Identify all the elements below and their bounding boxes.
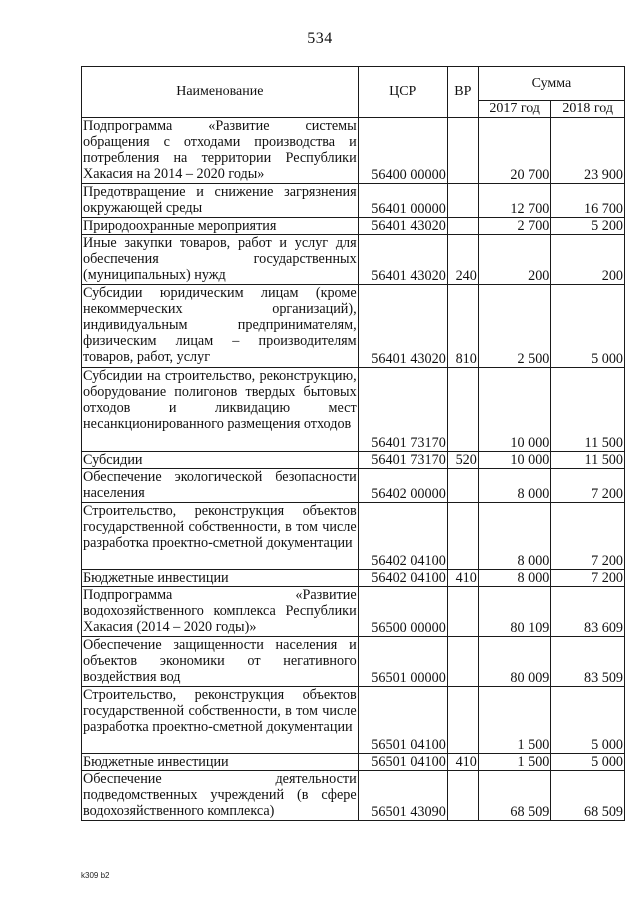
- row-csr: 56501 43090: [358, 771, 447, 821]
- row-vr: [447, 184, 478, 218]
- row-vr: [447, 637, 478, 687]
- row-sum-2017: 10 000: [478, 368, 551, 452]
- row-sum-2018: 68 509: [551, 771, 625, 821]
- page-number: 534: [307, 30, 333, 47]
- row-sum-2018: 5 000: [551, 285, 625, 368]
- row-csr: 56401 00000: [358, 184, 447, 218]
- row-vr: [447, 587, 478, 637]
- table-row: [82, 469, 625, 503]
- row-sum-2017: 8 000: [478, 570, 551, 587]
- row-sum-2017: 8 000: [478, 469, 551, 503]
- table-row: [82, 118, 625, 184]
- table-row: [82, 184, 625, 218]
- row-vr: 520: [447, 452, 478, 469]
- row-name: Обеспечение деятельности подведомственных учреждений (в сфере водохозяйственного комплекса): [83, 771, 357, 819]
- header-vr: ВР: [447, 67, 478, 118]
- row-name: Подпрограмма «Развитие водохозяйственного комплекса Республики Хакасия (2014 – 2020 годы)»: [83, 587, 357, 635]
- row-name: Иные закупки товаров, работ и услуг для обеспечения государственных (муниципальных) нужд: [83, 235, 357, 283]
- row-csr: 56501 04100: [358, 687, 447, 754]
- row-vr: [447, 771, 478, 821]
- table-row: [82, 235, 625, 285]
- table-row: [82, 570, 625, 587]
- row-csr: 56402 00000: [358, 469, 447, 503]
- row-vr: [447, 687, 478, 754]
- row-sum-2017: 8 000: [478, 503, 551, 570]
- table-row: [82, 285, 625, 368]
- header-year-2018: 2018 год: [551, 101, 625, 118]
- table-body: [82, 118, 625, 821]
- footer-code: k309 b2: [81, 871, 110, 880]
- row-name: Подпрограмма «Развитие системы обращения с отходами производства и потребления на территории Республики Хакасия на 2014 – 2020 годы»: [83, 118, 357, 182]
- table-row: [82, 218, 625, 235]
- row-sum-2018: 83 609: [551, 587, 625, 637]
- row-sum-2018: 16 700: [551, 184, 625, 218]
- header-name: Наименование: [82, 67, 359, 118]
- row-vr: [447, 503, 478, 570]
- table-row: [82, 503, 625, 570]
- row-sum-2018: 5 000: [551, 754, 625, 771]
- budget-table: [81, 66, 625, 821]
- row-sum-2018: 7 200: [551, 503, 625, 570]
- row-csr: 56401 73170: [358, 368, 447, 452]
- row-sum-2018: 5 200: [551, 218, 625, 235]
- table-row: [82, 452, 625, 469]
- row-csr: 56401 73170: [358, 452, 447, 469]
- row-csr: 56400 00000: [358, 118, 447, 184]
- row-name: Бюджетные инвестиции: [82, 754, 359, 771]
- row-sum-2018: 7 200: [551, 469, 625, 503]
- row-sum-2018: 200: [551, 235, 625, 285]
- row-sum-2018: 11 500: [551, 368, 625, 452]
- row-sum-2017: 80 109: [478, 587, 551, 637]
- row-name: Строительство, реконструкция объектов государственной собственности, в том числе разработка проектно-сметной документации: [82, 687, 359, 754]
- row-csr: 56501 00000: [358, 637, 447, 687]
- row-sum-2018: 83 509: [551, 637, 625, 687]
- table-row: [82, 637, 625, 687]
- row-sum-2018: 5 000: [551, 687, 625, 754]
- row-sum-2017: 1 500: [478, 754, 551, 771]
- row-name: Субсидии: [82, 452, 359, 469]
- table-row: [82, 368, 625, 452]
- row-sum-2017: 10 000: [478, 452, 551, 469]
- row-vr: 410: [447, 570, 478, 587]
- row-name: Предотвращение и снижение загрязнения окружающей среды: [83, 184, 357, 216]
- table-row: [82, 687, 625, 754]
- row-sum-2017: 80 009: [478, 637, 551, 687]
- row-csr: 56402 04100: [358, 503, 447, 570]
- row-vr: 410: [447, 754, 478, 771]
- row-sum-2018: 23 900: [551, 118, 625, 184]
- row-csr: 56401 43020: [358, 235, 447, 285]
- row-sum-2017: 68 509: [478, 771, 551, 821]
- row-csr: 56402 04100: [358, 570, 447, 587]
- row-sum-2017: 12 700: [478, 184, 551, 218]
- row-vr: 240: [447, 235, 478, 285]
- row-name: Субсидии юридическим лицам (кроме некоммерческих организаций), индивидуальным предпринимателям, физическим лицам – производителям товаров, работ, услуг: [82, 285, 359, 368]
- row-sum-2018: 11 500: [551, 452, 625, 469]
- row-sum-2017: 200: [478, 235, 551, 285]
- row-name: Обеспечение экологической безопасности населения: [83, 469, 357, 501]
- row-name: Природоохранные мероприятия: [82, 218, 359, 235]
- row-sum-2017: 2 700: [478, 218, 551, 235]
- row-name: Бюджетные инвестиции: [82, 570, 359, 587]
- row-vr: 810: [447, 285, 478, 368]
- row-csr: 56401 43020: [358, 285, 447, 368]
- row-sum-2017: 2 500: [478, 285, 551, 368]
- row-name: Обеспечение защищенности населения и объектов экономики от негативного воздействия вод: [83, 637, 357, 685]
- row-sum-2018: 7 200: [551, 570, 625, 587]
- table-row: [82, 587, 625, 637]
- row-csr: 56500 00000: [358, 587, 447, 637]
- row-sum-2017: 1 500: [478, 687, 551, 754]
- row-csr: 56501 04100: [358, 754, 447, 771]
- table-row: [82, 771, 625, 821]
- row-name: Строительство, реконструкция объектов государственной собственности, в том числе разработка проектно-сметной документации: [82, 503, 359, 570]
- row-sum-2017: 20 700: [478, 118, 551, 184]
- row-vr: [447, 469, 478, 503]
- row-vr: [447, 218, 478, 235]
- header-sum: Сумма: [478, 67, 624, 101]
- table-row: [82, 754, 625, 771]
- header-csr: ЦСР: [358, 67, 447, 118]
- row-csr: 56401 43020: [358, 218, 447, 235]
- row-name: Субсидии на строительство, реконструкцию, оборудование полигонов твердых бытовых отходов и ликвидацию мест несанкционированного размещения отходов: [82, 368, 359, 452]
- row-vr: [447, 118, 478, 184]
- header-year-2017: 2017 год: [478, 101, 551, 118]
- row-vr: [447, 368, 478, 452]
